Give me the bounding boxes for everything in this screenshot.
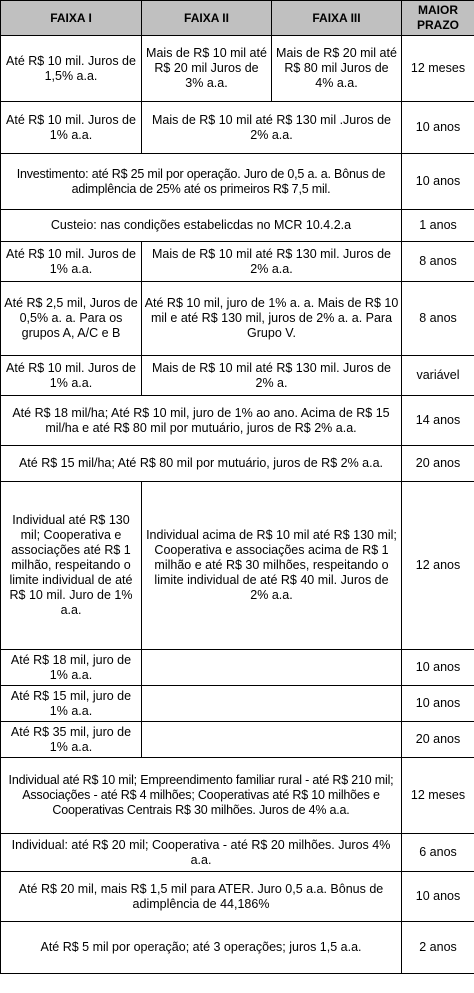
prazo-cell: 10 anos <box>402 650 474 686</box>
merged-cell: Custeio: nas condições estabelicdas no MCR 10.4.2.a <box>1 210 402 242</box>
header-row <box>1 1 474 36</box>
faixa-2-3-cell: Até R$ 10 mil, juro de 1% a. a. Mais de R$ 10 mil e até R$ 130 mil, juros de 2% a. a. Para Grupo V. <box>142 282 402 356</box>
table-row <box>1 722 474 758</box>
prazo-cell: 14 anos <box>402 396 474 446</box>
merged-cell: Individual: até R$ 20 mil; Cooperativa - até R$ 20 milhões. Juros 4% a.a. <box>1 834 402 872</box>
faixa-2-3-cell <box>142 686 402 722</box>
prazo-cell: 2 anos <box>402 922 474 974</box>
table-row <box>1 446 474 482</box>
faixa-1-cell: Até R$ 18 mil, juro de 1% a.a. <box>1 650 142 686</box>
prazo-cell: 12 meses <box>402 36 474 102</box>
faixa-1-cell: Até R$ 10 mil. Juros de 1% a.a. <box>1 102 142 154</box>
prazo-cell: 12 anos <box>402 482 474 650</box>
merged-cell: Até R$ 5 mil por operação; até 3 operações; juros 1,5 a.a. <box>1 922 402 974</box>
faixa-1-cell: Até R$ 15 mil, juro de 1% a.a. <box>1 686 142 722</box>
prazo-cell: 20 anos <box>402 446 474 482</box>
faixa-2-3-cell: Mais de R$ 10 mil até R$ 130 mil. Juros de 2% a.a. <box>142 242 402 282</box>
table-row <box>1 210 474 242</box>
prazo-cell: 6 anos <box>402 834 474 872</box>
prazo-cell: variável <box>402 356 474 396</box>
merged-cell: Até R$ 15 mil/ha; Até R$ 80 mil por mutuário, juros de R$ 2% a.a. <box>1 446 402 482</box>
merged-cell: Individual até R$ 10 mil; Empreendimento familiar rural - até R$ 210 mil; Associações - até R$ 4 milhões; Cooperativas até R$ 10 milhões e Cooperativas Centrais R$ 30 milhões. Juros de 4% a.a. <box>1 758 402 834</box>
table-row <box>1 758 474 834</box>
header-faixa-2: FAIXA II <box>142 1 272 36</box>
faixa-2-3-cell: Mais de R$ 10 mil até R$ 130 mil. Juros de 2% a. <box>142 356 402 396</box>
faixa-2-cell: Mais de R$ 10 mil até R$ 20 mil Juros de 3% a.a. <box>142 36 272 102</box>
faixa-1-cell: Individual até R$ 130 mil; Cooperativa e associações até R$ 1 milhão, respeitando o limite individual de até R$ 10 mil. Juro de 1% a.a. <box>1 482 142 650</box>
table-row <box>1 356 474 396</box>
header-faixa-3: FAIXA III <box>272 1 402 36</box>
table-row <box>1 650 474 686</box>
faixa-2-3-cell <box>142 650 402 686</box>
merged-cell: Investimento: até R$ 25 mil por operação. Juro de 0,5 a. a. Bônus de adimplência de 25% até os primeiros R$ 7,5 mil. <box>1 154 402 210</box>
faixa-1-cell: Até R$ 35 mil, juro de 1% a.a. <box>1 722 142 758</box>
table-row <box>1 872 474 922</box>
faixa-1-cell: Até R$ 2,5 mil, Juros de 0,5% a. a. Para os grupos A, A/C e B <box>1 282 142 356</box>
table-row <box>1 922 474 974</box>
table-row <box>1 102 474 154</box>
table-row <box>1 686 474 722</box>
merged-cell: Até R$ 20 mil, mais R$ 1,5 mil para ATER. Juro 0,5 a.a. Bônus de adimplência de 44,186% <box>1 872 402 922</box>
faixa-2-3-cell <box>142 722 402 758</box>
table-row <box>1 242 474 282</box>
faixa-1-cell: Até R$ 10 mil. Juros de 1% a.a. <box>1 356 142 396</box>
header-maior-prazo: MAIOR PRAZO <box>402 1 474 36</box>
faixa-1-cell: Até R$ 10 mil. Juros de 1,5% a.a. <box>1 36 142 102</box>
prazo-cell: 10 anos <box>402 154 474 210</box>
faixa-3-cell: Mais de R$ 20 mil até R$ 80 mil Juros de 4% a.a. <box>272 36 402 102</box>
prazo-cell: 12 meses <box>402 758 474 834</box>
table-row <box>1 396 474 446</box>
table-row <box>1 36 474 102</box>
table-row <box>1 282 474 356</box>
faixa-2-3-cell: Mais de R$ 10 mil até R$ 130 mil .Juros de 2% a.a. <box>142 102 402 154</box>
prazo-cell: 8 anos <box>402 282 474 356</box>
prazo-cell: 10 anos <box>402 102 474 154</box>
prazo-cell: 8 anos <box>402 242 474 282</box>
faixa-1-cell: Até R$ 10 mil. Juros de 1% a.a. <box>1 242 142 282</box>
table-row <box>1 834 474 872</box>
prazo-cell: 10 anos <box>402 872 474 922</box>
header-faixa-1: FAIXA I <box>1 1 142 36</box>
table-row <box>1 482 474 650</box>
prazo-cell: 1 anos <box>402 210 474 242</box>
merged-cell: Até R$ 18 mil/ha; Até R$ 10 mil, juro de 1% ao ano. Acima de R$ 15 mil/ha e até R$ 80 mil por mutuário, juros de R$ 2% a.a. <box>1 396 402 446</box>
table-row <box>1 154 474 210</box>
prazo-cell: 10 anos <box>402 686 474 722</box>
faixa-2-3-cell: Individual acima de R$ 10 mil até R$ 130 mil; Cooperativa e associações acima de R$ 1 milhão e até R$ 30 milhões, respeitando o limite individual de até R$ 40 mil. Juros de 2% a.a. <box>142 482 402 650</box>
prazo-cell: 20 anos <box>402 722 474 758</box>
